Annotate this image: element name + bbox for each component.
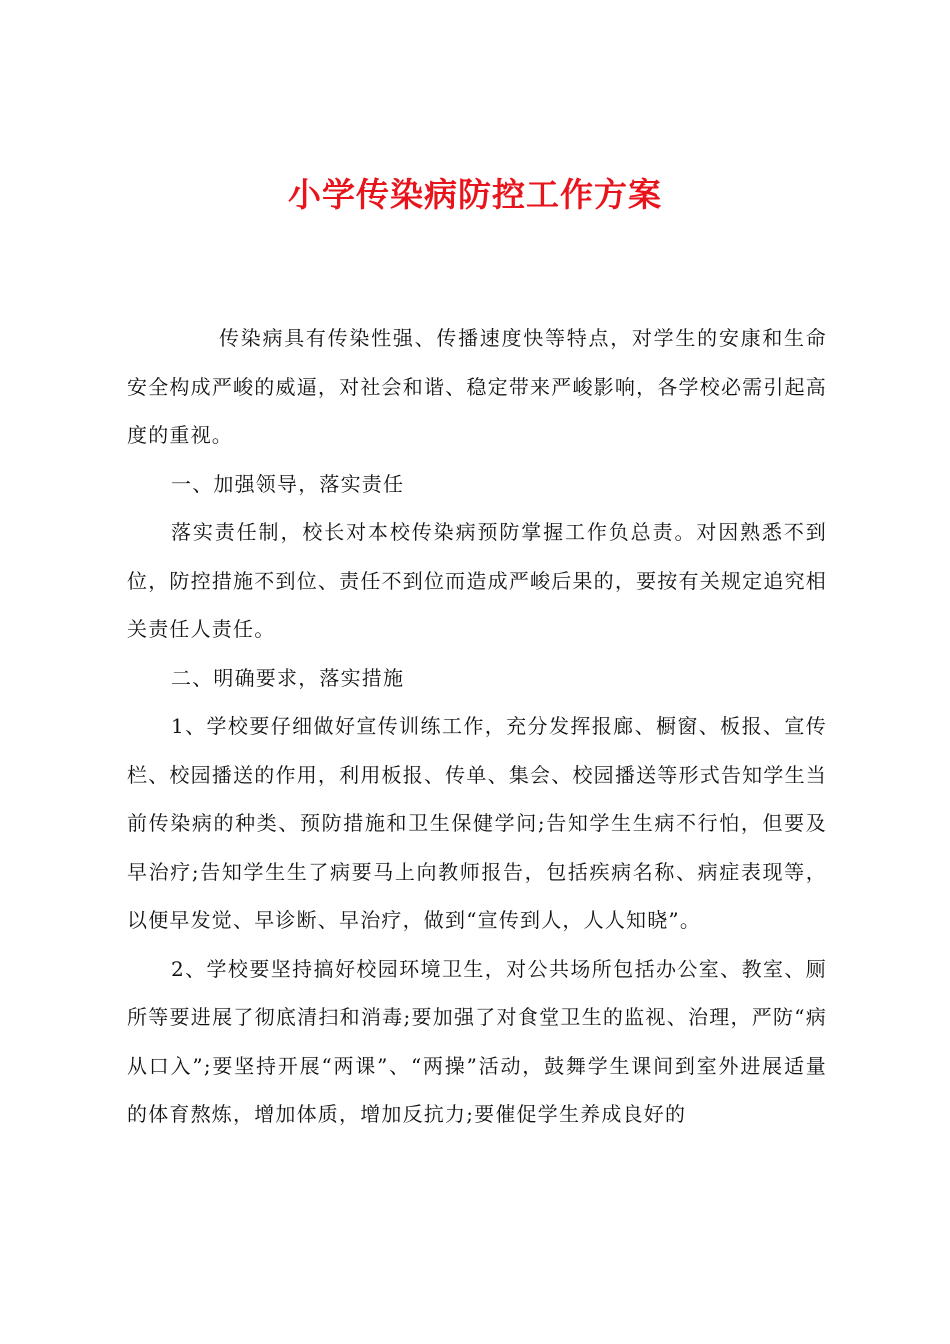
section-heading-1: 一、加强领导，落实责任 <box>171 471 405 496</box>
document-title: 小学传染病防控工作方案 <box>288 175 662 214</box>
body-paragraph: 落实责任制，校长对本校传染病预防掌握工作负总责。对因熟悉不到位，防控措施不到位、责任不到位而造成严峻后果的，要按有关规定追究相关责任人责任。 <box>127 520 827 641</box>
section-heading-2: 二、明确要求，落实措施 <box>171 665 405 690</box>
document-body <box>127 314 827 1139</box>
body-paragraph: 2、学校要坚持搞好校园环境卫生，对公共场所包括办公室、教室、厕所等要进展了彻底清扫和消毒;要加强了对食堂卫生的监视、治理，严防“病从口入”;要坚持开展“两课”、“两操”活动，鼓舞学生课间到室外进展适量的体育熬炼，增加体质，增加反抗力;要催促学生养成良好的 <box>127 956 827 1126</box>
body-paragraph: 1、学校要仔细做好宣传训练工作，充分发挥报廊、橱窗、板报、宣传栏、校园播送的作用，利用板报、传单、集会、校园播送等形式告知学生当前传染病的种类、预防措施和卫生保健学问;告知学生生病不行怕，但要及早治疗;告知学生生了病要马上向教师报告，包括疾病名称、病症表现等，以便早发觉、早诊断、早治疗，做到“宣传到人，人人知晓”。 <box>127 714 827 932</box>
intro-paragraph: 传染病具有传染性强、传播速度快等特点，对学生的安康和生命安全构成严峻的威逼，对社会和谐、稳定带来严峻影响，各学校必需引起高度的重视。 <box>127 326 827 447</box>
